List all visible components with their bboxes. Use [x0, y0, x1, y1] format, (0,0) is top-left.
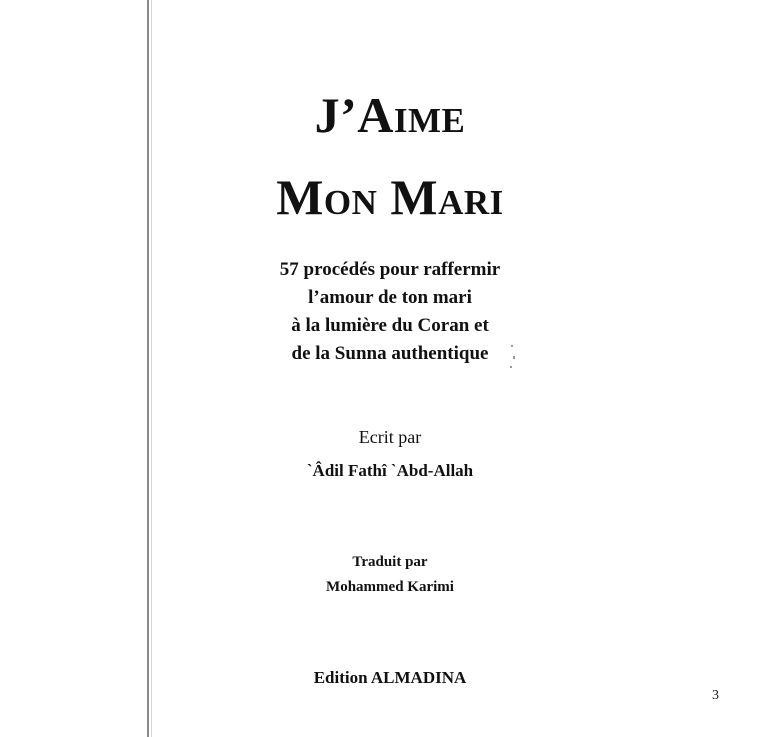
translator-name: Mohammed Karimi — [326, 579, 454, 595]
scan-speck — [511, 345, 513, 347]
subtitle-line-2: l’amour de ton mari — [308, 287, 472, 308]
book-title-line-1: J’Aime — [314, 87, 466, 143]
scan-speck — [510, 366, 512, 368]
page-number: 3 — [712, 688, 719, 703]
scan-speck — [513, 356, 515, 359]
subtitle-line-4: de la Sunna authentique — [291, 343, 489, 364]
title-page — [150, 0, 719, 737]
page-binding-edge — [147, 0, 149, 737]
book-subtitle — [150, 256, 630, 368]
translated-by-label: Traduit par — [352, 554, 428, 570]
subtitle-line-1: 57 procédés pour raffermir — [279, 259, 501, 280]
book-title-line-2: Mon Mari — [276, 169, 504, 225]
subtitle-line-3: à la lumière du Coran et — [291, 315, 489, 336]
written-by-label: Ecrit par — [358, 427, 422, 447]
publisher-name: Edition ALMADINA — [313, 668, 467, 687]
author-name: `Âdil Fathî `Abd-Allah — [306, 461, 474, 480]
